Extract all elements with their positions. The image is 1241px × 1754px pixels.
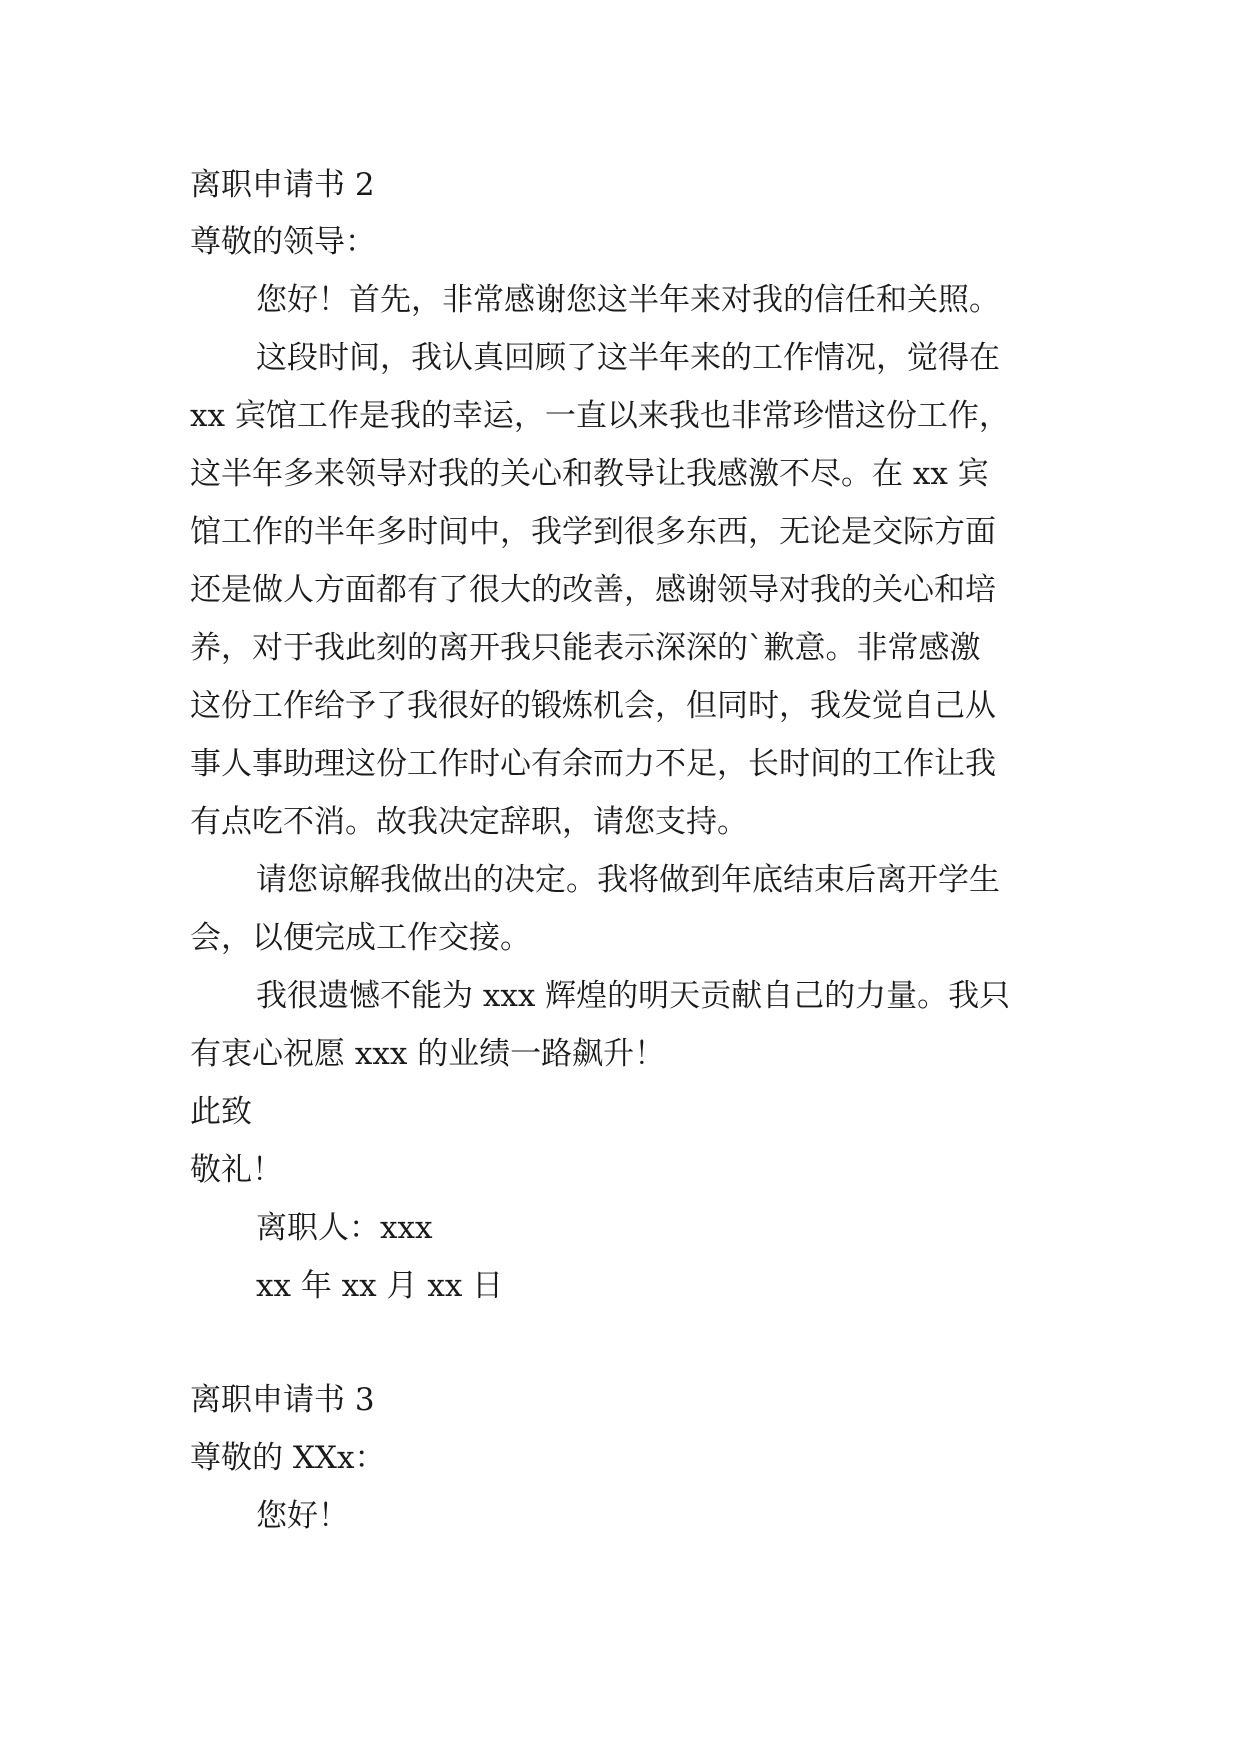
- letter2-paragraph-2-line: 事人事助理这份工作时心有余而力不足，长时间的工作让我: [190, 746, 996, 782]
- letter2-paragraph-1: 您好！首先，非常感谢您这半年来对我的信任和关照。: [256, 282, 1000, 318]
- letter2-paragraph-2-line: 还是做人方面都有了很大的改善，感谢领导对我的关心和培: [190, 572, 996, 608]
- letter2-paragraph-2-line: 馆工作的半年多时间中，我学到很多东西，无论是交际方面: [190, 514, 996, 550]
- letter3-salutation: 尊敬的 XXx：: [190, 1440, 386, 1476]
- letter2-paragraph-4-line: 有衷心祝愿 xxx 的业绩一路飙升！: [190, 1036, 666, 1072]
- letter2-paragraph-2-line: 这份工作给予了我很好的锻炼机会，但同时，我发觉自己从: [190, 688, 996, 724]
- letter2-closing-2: 敬礼！: [190, 1152, 283, 1188]
- letter2-paragraph-2-line: 这半年多来领导对我的关心和教导让我感激不尽。在 xx 宾: [190, 456, 989, 492]
- letter2-salutation: 尊敬的领导：: [190, 224, 376, 260]
- letter2-paragraph-2-line: 这段时间，我认真回顾了这半年来的工作情况，觉得在: [256, 340, 1000, 376]
- letter2-paragraph-3-line: 会，以便完成工作交接。: [190, 920, 531, 956]
- letter2-paragraph-3-line: 请您谅解我做出的决定。我将做到年底结束后离开学生: [256, 862, 1000, 898]
- letter2-closing-1: 此致: [190, 1094, 252, 1130]
- letter2-paragraph-2-line: xx 宾馆工作是我的幸运，一直以来我也非常珍惜这份工作，: [190, 398, 1010, 434]
- letter3-title: 离职申请书 3: [190, 1382, 375, 1418]
- letter2-signer: 离职人：xxx: [256, 1210, 433, 1246]
- letter2-paragraph-2-line: 养，对于我此刻的离开我只能表示深深的`歉意。非常感激: [190, 630, 981, 666]
- letter2-paragraph-4-line: 我很遗憾不能为 xxx 辉煌的明天贡献自己的力量。我只: [256, 978, 1011, 1014]
- letter2-date: xx 年 xx 月 xx 日: [256, 1268, 504, 1304]
- letter3-paragraph-1: 您好！: [256, 1498, 349, 1534]
- letter2-title: 离职申请书 2: [190, 167, 375, 203]
- letter2-paragraph-2-line: 有点吃不消。故我决定辞职，请您支持。: [190, 804, 748, 840]
